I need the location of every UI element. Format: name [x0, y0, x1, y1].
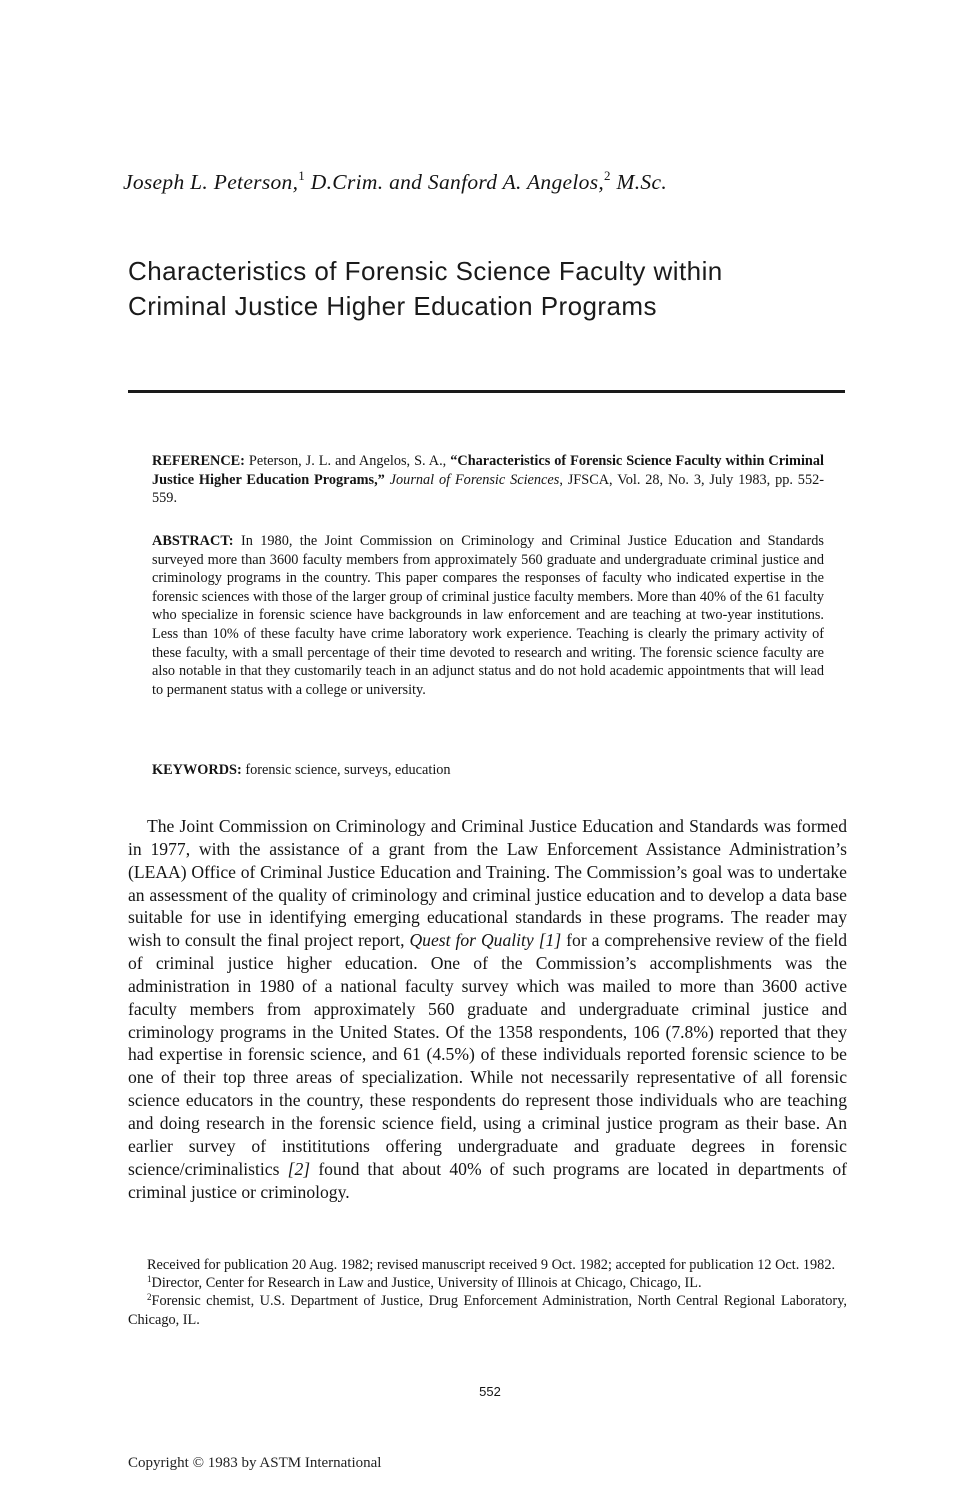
reference-label: REFERENCE: — [152, 453, 245, 469]
keywords — [152, 761, 824, 780]
reference-journal: Journal of Forensic Sciences — [389, 471, 560, 488]
citation-ref-2: [2] — [287, 1158, 311, 1179]
author-1-name: Joseph L. Peterson, — [123, 170, 299, 194]
reference-authors: Peterson, J. L. and Angelos, S. A., — [248, 453, 447, 469]
author-conjunction: and — [389, 170, 423, 194]
footnote-1-text: Director, Center for Research in Law and Justice, University of Illinois at Chicago, Chicago, IL. — [151, 1275, 702, 1292]
author-1-footnote-mark: 1 — [298, 168, 306, 183]
page-number: 552 — [479, 1384, 501, 1399]
body-text-part-1: The Joint Commission on Criminology and Criminal Justice Education and Standards was formed in 1977, with the assistance of a grant from the Law Enforcement Assistance Administration’s (LEAA) Office of Criminal Justice Education and Training. The Commission’s goal was to undertake an assessment of the quality of criminology and criminal justice education and to develop a data base suitable for use in identifying emerging educational standards in these programs. The reader may wish to consult the final project report, — [128, 816, 847, 951]
footnote-2 — [128, 1292, 847, 1328]
copyright-notice: Copyright © 1983 by ASTM International — [128, 1455, 382, 1471]
reference-details: , JFSCA, Vol. 28, No. 3, July 1983, pp. 552-559. — [152, 471, 825, 507]
author-1-degree: D.Crim. — [310, 170, 384, 194]
author-2-name: Sanford A. Angelos, — [427, 170, 605, 194]
body-text-part-3: found that about 40% of such programs are located in departments of criminal justice or criminology. — [128, 1158, 847, 1202]
author-2-degree: M.Sc. — [616, 170, 667, 194]
body-paragraph — [128, 815, 847, 1203]
body-text-part-2: for a comprehensive review of the field of criminal justice higher education. One of the Commission’s accomplishments was the administration in 1980 of a national faculty survey which was mailed to more than 3600 active faculty members from approximately 560 graduate and undergraduate criminal justice and criminology programs in the United States. Of the 1358 respondents, 106 (7.8%) reported that they had expertise in forensic science, and 61 (4.5%) of these individuals reported forensic science to be one of their top three areas of specialization. While not necessarily representative of all forensic science educators in the country, these respondents do represent those individuals who are teaching and doing research in the forensic science field, using a criminal justice program as their base. An earlier survey of instititutions offering undergraduate and graduate degrees in forensic science/criminalistics — [128, 930, 848, 1179]
footnote-2-mark: 2 — [147, 1292, 152, 1303]
keywords-text: forensic science, surveys, education — [245, 762, 451, 778]
keywords-label: KEYWORDS: — [152, 762, 242, 778]
footnote-1 — [128, 1274, 847, 1292]
report-title: Quest for Quality — [409, 930, 534, 951]
reference-citation — [152, 452, 824, 508]
article-title-line-1: Characteristics of Forensic Science Faculty within — [128, 256, 723, 286]
footnotes — [128, 1256, 847, 1329]
abstract-text: In 1980, the Joint Commission on Criminology and Criminal Justice Education and Standards surveyed more than 3600 faculty members from approximately 560 graduate and undergraduate criminal justice and criminology programs in the country. This paper compares the responses of faculty who indicated expertise in the forensic sciences with those of the larger group of criminal justice faculty members. More than 40% of the 61 faculty who specialize in forensic science have backgrounds in law enforcement and are teaching at two-year institutions. Less than 10% of these faculty have crime laboratory work experience. Teaching is clearly the primary activity of these faculty, with a small percentage of their time devoted to research and writing. The forensic science faculty are also notable in that they customarily teach in an adjunct status and do not hold academic appointments that will lead to permanent status with a college or university. — [152, 533, 824, 698]
article-title — [128, 254, 888, 324]
footnote-1-mark: 1 — [147, 1274, 152, 1285]
article-title-line-2: Criminal Justice Higher Education Programs — [128, 291, 657, 321]
reference-article-title: “Characteristics of Forensic Science Faculty within Criminal Justice Higher Education Programs,” — [152, 453, 824, 488]
footnote-received: Received for publication 20 Aug. 1982; revised manuscript received 9 Oct. 1982; accepted for publication 12 Oct. 1982. — [147, 1257, 836, 1273]
footnote-2-text: Forensic chemist, U.S. Department of Justice, Drug Enforcement Administration, North Central Regional Laboratory, Chicago, IL. — [128, 1293, 847, 1328]
citation-ref-1: [1] — [538, 930, 562, 951]
abstract-label: ABSTRACT: — [152, 533, 234, 549]
author-2-footnote-mark: 2 — [604, 168, 611, 183]
author-line — [123, 170, 667, 195]
title-divider — [128, 390, 845, 393]
body-text — [128, 815, 847, 1203]
abstract — [152, 532, 824, 699]
